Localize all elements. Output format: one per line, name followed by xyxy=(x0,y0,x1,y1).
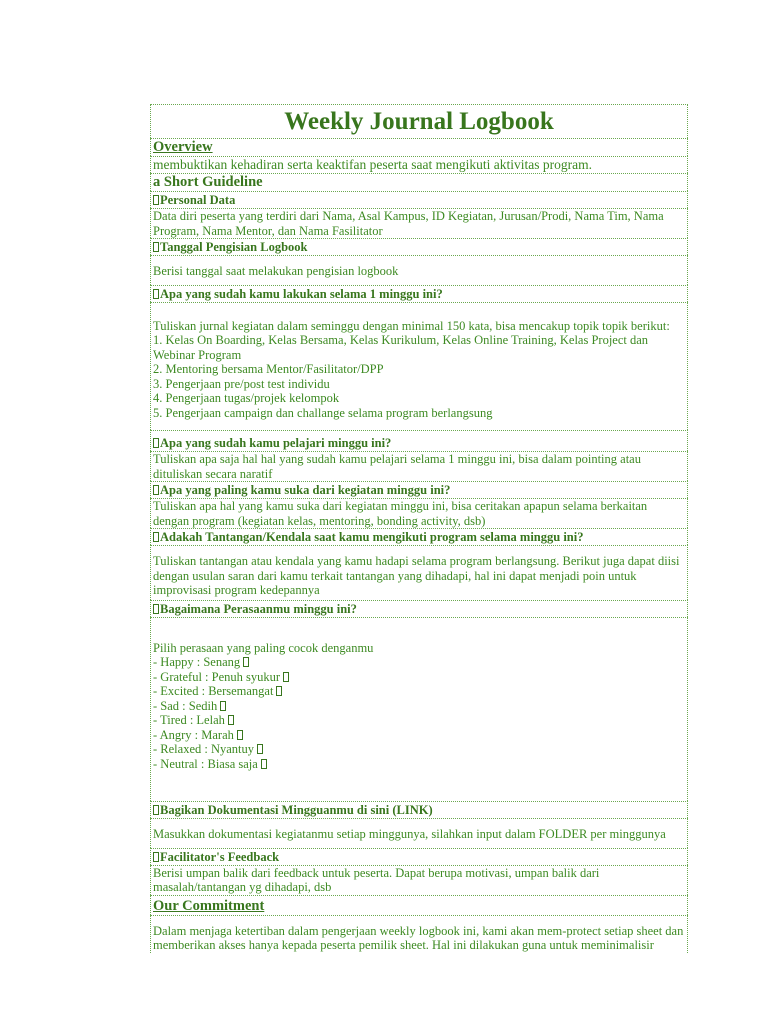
tanggal-text: Berisi tanggal saat melakukan pengisian logbook xyxy=(150,255,688,285)
list-item: 3. Pengerjaan pre/post test individu xyxy=(153,376,330,391)
missing-glyph-icon xyxy=(153,289,159,299)
missing-glyph-icon xyxy=(153,485,159,495)
suka-text: Tuliskan apa hal yang kamu suka dari kegiatan minggu ini, bisa ceritakan apapun selama berkaitan dengan program (kegiatan kelas, mentoring, bonding activity, dsb) xyxy=(150,498,688,528)
missing-glyph-icon xyxy=(153,242,159,252)
missing-glyph-icon xyxy=(153,195,159,205)
perasaan-intro: Pilih perasaan yang paling cocok denganmu xyxy=(153,640,374,655)
pelajari-heading: Apa yang sudah kamu pelajari minggu ini? xyxy=(150,430,688,451)
perasaan-heading: Bagaimana Perasaanmu minggu ini? xyxy=(150,600,688,617)
missing-glyph-icon xyxy=(153,532,159,542)
feedback-heading: Facilitator's Feedback xyxy=(150,848,688,865)
emoji-icon xyxy=(261,759,267,769)
overview-text: membuktikan kehadiran serta keaktifan peserta saat mengikuti aktivitas program. xyxy=(150,156,688,173)
tantangan-text: Tuliskan tantangan atau kendala yang kamu hadapi selama program berlangsung. Berikut juga dapat diisi dengan usulan saran dari kamu terkait tantangan yang dihadapi, hal ini dapat menjadi poin untuk improvisasi program kedepannya xyxy=(150,545,688,600)
mood-option: - Neutral : Biasa saja xyxy=(153,757,685,772)
emoji-icon xyxy=(276,686,282,696)
page-title: Weekly Journal Logbook xyxy=(150,104,688,138)
missing-glyph-icon xyxy=(153,438,159,448)
list-item: 1. Kelas On Boarding, Kelas Bersama, Kelas Kurikulum, Kelas Online Training, Kelas Project dan Webinar Program xyxy=(153,333,649,362)
overview-heading: Overview xyxy=(150,138,688,156)
list-item: 2. Mentoring bersama Mentor/Fasilitator/DPP xyxy=(153,362,384,376)
suka-heading: Apa yang paling kamu suka dari kegiatan minggu ini? xyxy=(150,481,688,498)
lakukan-body xyxy=(150,302,688,431)
emoji-icon xyxy=(237,730,243,740)
list-item: 5. Pengerjaan campaign dan challange selama program berlangsung xyxy=(153,405,493,420)
commitment-text: Dalam menjaga ketertiban dalam pengerjaan weekly logbook ini, kami akan mem-protect setiap sheet dan memberikan akses hanya kepada peserta pemilik sheet. Hal ini dilakukan guna untuk meminimalisir xyxy=(150,915,688,953)
pelajari-text: Tuliskan apa saja hal hal yang sudah kamu pelajari selama 1 minggu ini, bisa dalam pointing atau dituliskan secara naratif xyxy=(150,451,688,481)
dokumentasi-text: Masukkan dokumentasi kegiatanmu setiap minggunya, silahkan input dalam FOLDER per minggunya xyxy=(150,818,688,848)
emoji-icon xyxy=(228,715,234,725)
emoji-icon xyxy=(220,701,226,711)
emoji-icon xyxy=(257,744,263,754)
dokumentasi-heading: Bagikan Dokumentasi Mingguanmu di sini (LINK) xyxy=(150,801,688,818)
commitment-heading: Our Commitment xyxy=(150,895,688,915)
lakukan-heading: Apa yang sudah kamu lakukan selama 1 minggu ini? xyxy=(150,285,688,302)
logbook-sheet xyxy=(150,104,688,952)
emoji-icon xyxy=(283,672,289,682)
personal-data-text: Data diri peserta yang terdiri dari Nama, Asal Kampus, ID Kegiatan, Jurusan/Prodi, Nama Tim, Nama Program, Nama Mentor, dan Nama Fasilitator xyxy=(150,208,688,238)
mood-option: - Angry : Marah xyxy=(153,728,685,743)
missing-glyph-icon xyxy=(153,852,159,862)
missing-glyph-icon xyxy=(153,805,159,815)
mood-option: - Tired : Lelah xyxy=(153,713,685,728)
mood-option: - Grateful : Penuh syukur xyxy=(153,670,685,685)
perasaan-body xyxy=(150,617,688,802)
guideline-heading: a Short Guideline xyxy=(150,173,688,191)
mood-option: - Excited : Bersemangat xyxy=(153,684,685,699)
mood-option: - Sad : Sedih xyxy=(153,699,685,714)
missing-glyph-icon xyxy=(153,604,159,614)
mood-option: - Happy : Senang xyxy=(153,655,685,670)
feedback-text: Berisi umpan balik dari feedback untuk peserta. Dapat berupa motivasi, umpan balik dari masalah/tantangan yg dihadapi, dsb xyxy=(150,865,688,895)
mood-option: - Relaxed : Nyantuy xyxy=(153,742,685,757)
personal-data-heading: Personal Data xyxy=(150,191,688,208)
emoji-icon xyxy=(243,657,249,667)
list-item: 4. Pengerjaan tugas/projek kelompok xyxy=(153,391,340,405)
tanggal-heading: Tanggal Pengisian Logbook xyxy=(150,238,688,255)
tantangan-heading: Adakah Tantangan/Kendala saat kamu mengikuti program selama minggu ini? xyxy=(150,528,688,545)
lakukan-intro: Tuliskan jurnal kegiatan dalam seminggu dengan minimal 150 kata, bisa mencakup topik topik berikut: xyxy=(153,318,670,333)
